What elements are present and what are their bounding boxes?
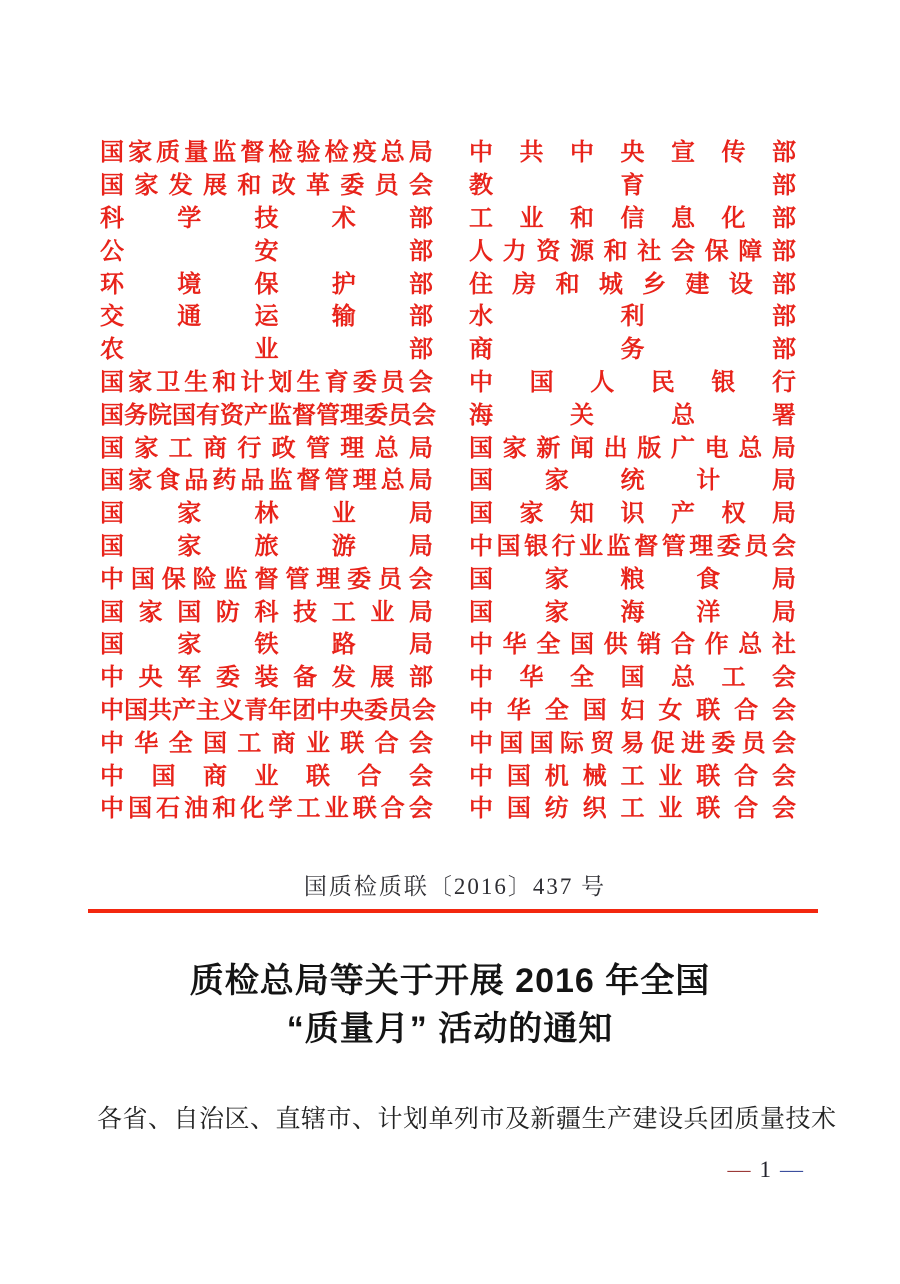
agency-row <box>100 301 796 334</box>
agency-name: 中 国 纺 织 工 业 联 合 会 <box>469 796 796 823</box>
agency-name: 住 房 和 城 乡 建 设 部 <box>469 271 796 298</box>
agency-row <box>100 531 796 564</box>
page-number-dash-left: — <box>727 1157 751 1182</box>
agency-name: 商 务 部 <box>469 337 796 364</box>
agency-name: 中 国 石 油 和 化 学 工 业 联 合 会 <box>100 796 433 823</box>
agency-row <box>100 760 796 793</box>
agency-row <box>100 137 796 170</box>
agency-name: 中 华 全 国 妇 女 联 合 会 <box>469 697 796 724</box>
agency-name: 国 家 卫 生 和 计 划 生 育 委 员 会 <box>100 369 433 396</box>
agency-row <box>100 367 796 400</box>
agency-name: 中 华 全 国 工 商 业 联 合 会 <box>100 730 433 757</box>
agency-name: 中 国 商 业 联 合 会 <box>100 763 433 790</box>
agency-row <box>100 793 796 826</box>
agency-row <box>100 662 796 695</box>
agency-row <box>100 465 796 498</box>
agency-name: 国 务 院 国 有 资 产 监 督 管 理 委 员 会 <box>100 402 436 429</box>
agency-name: 国 家 铁 路 局 <box>100 632 433 659</box>
notice-title-line1: 质检总局等关于开展 2016 年全国 <box>189 962 711 1000</box>
agency-name: 国 家 林 业 局 <box>100 501 433 528</box>
agency-name: 科 学 技 术 部 <box>100 205 433 232</box>
agency-name: 教 育 部 <box>469 173 796 200</box>
agency-name: 国 家 知 识 产 权 局 <box>469 501 796 528</box>
agency-row <box>100 727 796 760</box>
agency-name: 海 关 总 署 <box>469 402 796 429</box>
agency-name: 环 境 保 护 部 <box>100 271 433 298</box>
agency-row <box>100 203 796 236</box>
page-number-dash-right: — <box>780 1157 803 1182</box>
agency-name: 工 业 和 信 息 化 部 <box>469 205 796 232</box>
agency-name: 中 共 中 央 宣 传 部 <box>469 140 796 167</box>
agency-row <box>100 170 796 203</box>
agency-row <box>100 399 796 432</box>
page-number-value: 1 <box>759 1157 771 1182</box>
agency-row <box>100 334 796 367</box>
agency-row <box>100 498 796 531</box>
agency-name: 交 通 运 输 部 <box>100 304 433 331</box>
agency-row <box>100 235 796 268</box>
agency-name: 国 家 发 展 和 改 革 委 员 会 <box>100 173 433 200</box>
agency-name: 国 家 质 量 监 督 检 验 检 疫 总 局 <box>100 140 433 167</box>
addressee-line: 各省、自治区、直辖市、计划单列市及新疆生产建设兵团质量技术 <box>97 1106 837 1133</box>
agency-name: 水 利 部 <box>469 304 796 331</box>
agency-name: 中 国 机 械 工 业 联 合 会 <box>469 763 796 790</box>
agency-name: 人 力 资 源 和 社 会 保 障 部 <box>469 238 796 265</box>
agency-name: 公 安 部 <box>100 238 433 265</box>
agency-row <box>100 432 796 465</box>
agency-row <box>100 695 796 728</box>
agency-name: 中 华 全 国 总 工 会 <box>469 665 796 692</box>
page-number <box>728 1158 804 1181</box>
agency-name: 国 家 旅 游 局 <box>100 533 433 560</box>
agency-name: 中 华 全 国 供 销 合 作 总 社 <box>469 632 796 659</box>
agency-name: 国 家 新 闻 出 版 广 电 总 局 <box>469 435 796 462</box>
document-number: 国质检质联〔2016〕437 号 <box>303 874 607 899</box>
agency-name: 国 家 食 品 药 品 监 督 管 理 总 局 <box>100 468 433 495</box>
agency-name: 国 家 海 洋 局 <box>469 599 796 626</box>
agency-row <box>100 563 796 596</box>
agency-name: 国 家 工 商 行 政 管 理 总 局 <box>100 435 433 462</box>
agency-name: 中 国 国 际 贸 易 促 进 委 员 会 <box>469 730 796 757</box>
agency-list <box>100 137 796 826</box>
red-divider-rule <box>88 909 818 913</box>
notice-title <box>0 957 900 1053</box>
agency-name: 中 国 银 行 业 监 督 管 理 委 员 会 <box>469 533 796 560</box>
notice-title-line2: “质量月” 活动的通知 <box>286 1010 614 1048</box>
agency-name: 中 央 军 委 装 备 发 展 部 <box>100 665 433 692</box>
agency-row <box>100 268 796 301</box>
agency-name: 国 家 粮 食 局 <box>469 566 796 593</box>
agency-name: 中 国 共 产 主 义 青 年 团 中 央 委 员 会 <box>100 697 436 724</box>
agency-name: 国 家 统 计 局 <box>469 468 796 495</box>
agency-name: 国 家 国 防 科 技 工 业 局 <box>100 599 433 626</box>
agency-name: 农 业 部 <box>100 337 433 364</box>
agency-name: 中 国 保 险 监 督 管 理 委 员 会 <box>100 566 433 593</box>
agency-row <box>100 629 796 662</box>
agency-name: 中 国 人 民 银 行 <box>469 369 796 396</box>
agency-row <box>100 596 796 629</box>
